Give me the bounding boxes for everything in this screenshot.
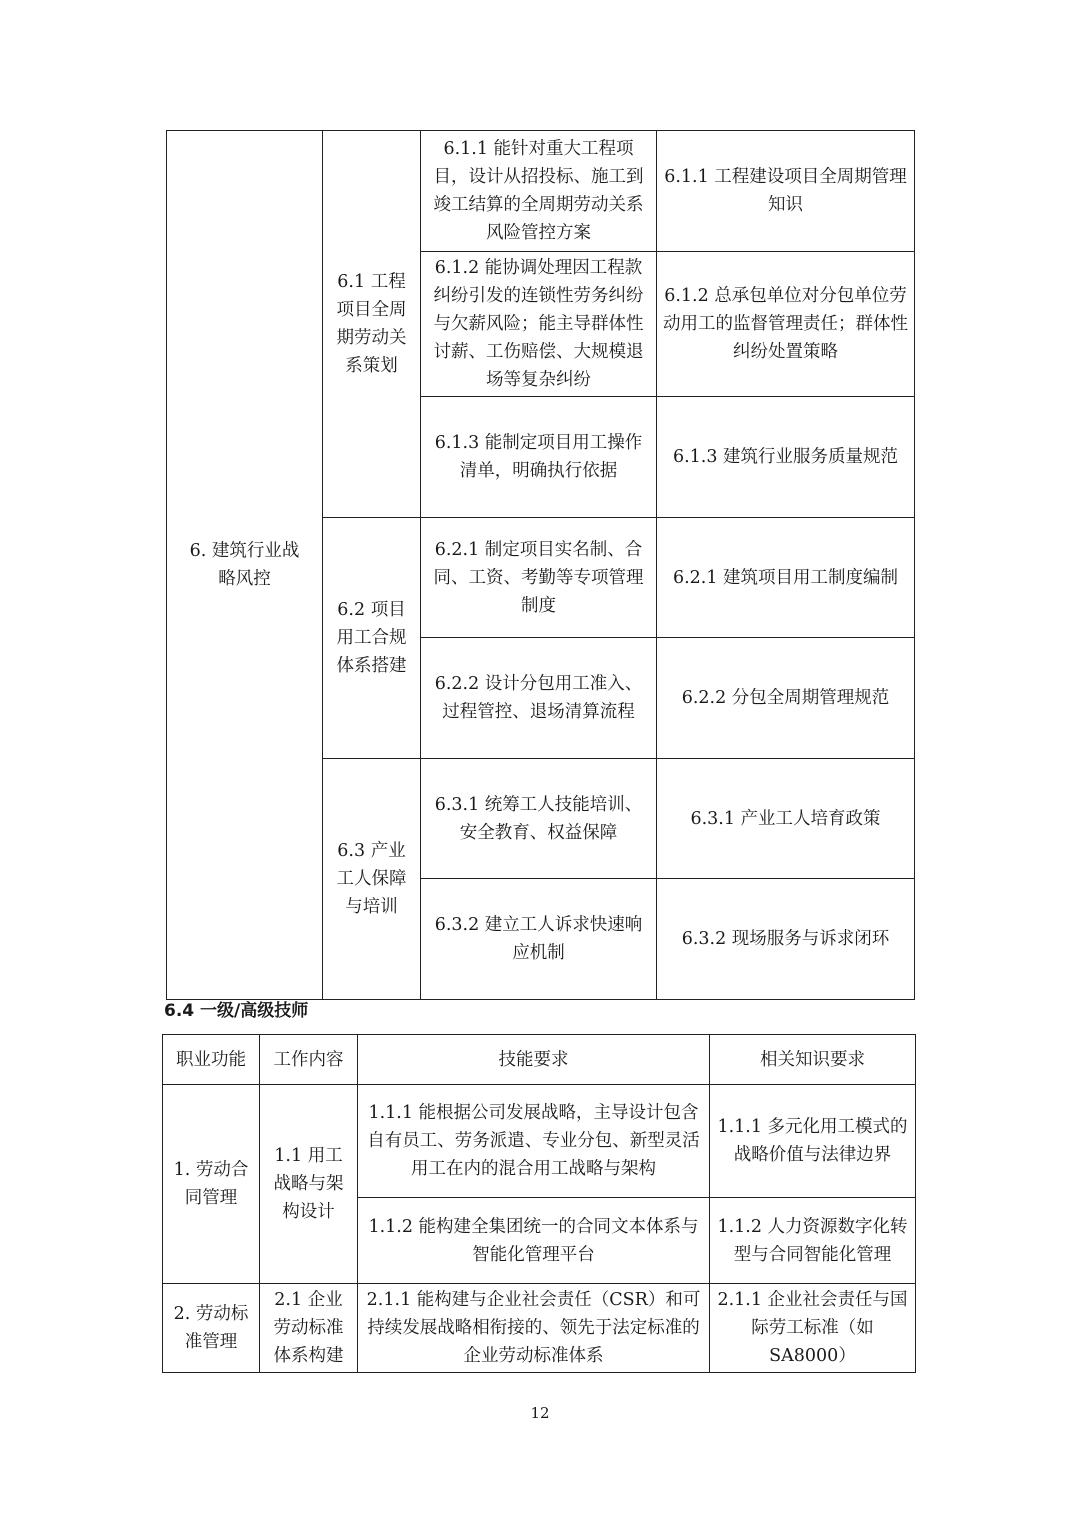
header-cell: 技能要求 [358,1035,710,1085]
knowledge-cell: 6.1.2 总承包单位对分包单位劳动用工的监督管理责任；群体性纠纷处置策略 [657,252,915,397]
function-cell: 6. 建筑行业战略风控 [167,131,323,1000]
knowledge-cell: 6.1.3 建筑行业服务质量规范 [657,397,915,518]
page-number: 12 [530,1404,550,1422]
skill-cell: 1.1.2 能构建全集团统一的合同文本体系与智能化管理平台 [358,1198,710,1284]
skills-table-level-1 [162,1034,916,1373]
skill-cell: 6.1.1 能针对重大工程项目，设计从招投标、施工到竣工结算的全周期劳动关系风险管控方案 [421,131,657,252]
knowledge-cell: 1.1.2 人力资源数字化转型与合同智能化管理 [710,1198,916,1284]
section-heading: 6.4 一级/高级技师 [164,1001,309,1021]
header-cell: 工作内容 [260,1035,358,1085]
skill-cell: 6.1.3 能制定项目用工操作清单，明确执行依据 [421,397,657,518]
knowledge-cell: 6.2.2 分包全周期管理规范 [657,638,915,759]
skill-cell: 6.2.2 设计分包用工准入、过程管控、退场清算流程 [421,638,657,759]
work-cell: 6.2 项目用工合规体系搭建 [323,518,421,759]
knowledge-cell: 6.2.1 建筑项目用工制度编制 [657,518,915,638]
skill-cell: 6.3.1 统筹工人技能培训、安全教育、权益保障 [421,759,657,879]
skill-cell: 1.1.1 能根据公司发展战略，主导设计包含自有员工、劳务派遣、专业分包、新型灵活用工在内的混合用工战略与架构 [358,1085,710,1198]
function-cell: 1. 劳动合同管理 [163,1085,260,1284]
header-cell: 职业功能 [163,1035,260,1085]
knowledge-cell: 2.1.1 企业社会责任与国际劳工标准（如SA8000） [710,1284,916,1373]
skill-cell: 6.2.1 制定项目实名制、合同、工资、考勤等专项管理制度 [421,518,657,638]
work-cell: 2.1 企业劳动标准体系构建 [260,1284,358,1373]
skill-cell: 6.3.2 建立工人诉求快速响应机制 [421,879,657,1000]
knowledge-cell: 6.3.2 现场服务与诉求闭环 [657,879,915,1000]
work-cell: 6.1 工程项目全周期劳动关系策划 [323,131,421,518]
work-cell: 6.3 产业工人保障与培训 [323,759,421,1000]
knowledge-cell: 6.1.1 工程建设项目全周期管理知识 [657,131,915,252]
skill-cell: 6.1.2 能协调处理因工程款纠纷引发的连锁性劳务纠纷与欠薪风险；能主导群体性讨薪、工伤赔偿、大规模退场等复杂纠纷 [421,252,657,397]
knowledge-cell: 6.3.1 产业工人培育政策 [657,759,915,879]
header-cell: 相关知识要求 [710,1035,916,1085]
knowledge-cell: 1.1.1 多元化用工模式的战略价值与法律边界 [710,1085,916,1198]
work-cell: 1.1 用工战略与架构设计 [260,1085,358,1284]
skills-table-level-2 [166,130,915,1000]
function-cell: 2. 劳动标准管理 [163,1284,260,1373]
skill-cell: 2.1.1 能构建与企业社会责任（CSR）和可持续发展战略相衔接的、领先于法定标准的企业劳动标准体系 [358,1284,710,1373]
